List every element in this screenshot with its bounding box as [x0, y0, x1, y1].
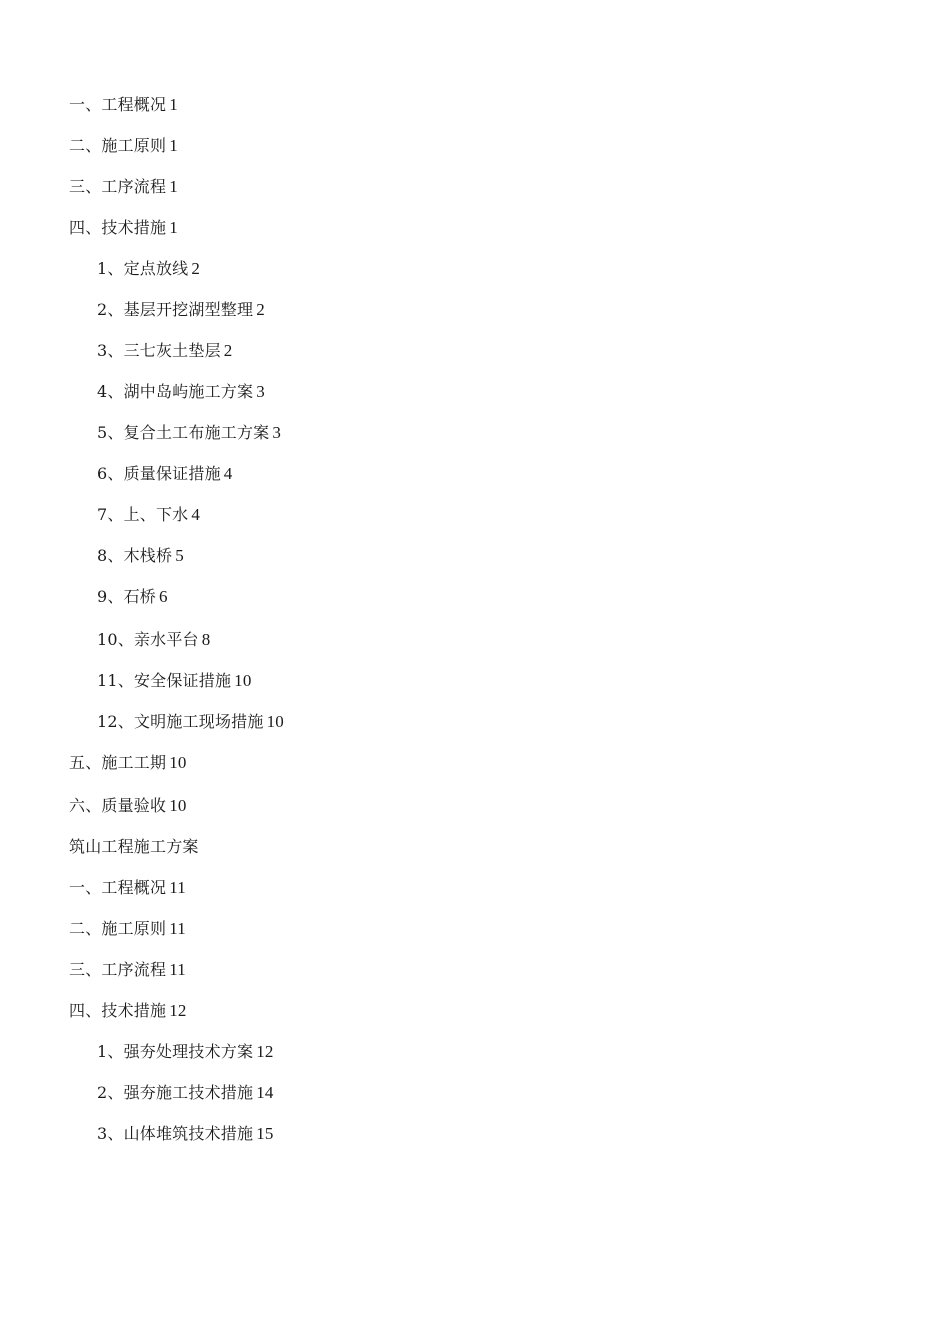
toc-entry[interactable]	[69, 177, 178, 197]
toc-entry-page: 2	[256, 300, 265, 319]
toc-entry-title: 5、复合土工布施工方案	[97, 423, 270, 442]
toc-entry-page: 2	[223, 341, 233, 360]
toc-entry-title: 四、技术措施	[69, 218, 167, 237]
toc-entry[interactable]	[69, 796, 187, 816]
toc-entry-title: 五、施工工期	[69, 753, 167, 772]
toc-entry[interactable]	[69, 960, 186, 980]
toc-entry-title: 11、安全保证措施	[97, 671, 232, 690]
toc-entry-title: 二、施工原则	[69, 919, 167, 938]
toc-entry-title: 二、施工原则	[69, 136, 167, 155]
toc-entry-title: 一、工程概况	[69, 95, 167, 114]
toc-entry-title: 6、质量保证措施	[97, 464, 221, 483]
toc-entry-title: 7、上、下水	[97, 505, 189, 524]
toc-entry-title: 12、文明施工现场措施	[97, 712, 264, 731]
toc-entry-page: 12	[256, 1042, 274, 1061]
toc-entry-page: 1	[169, 218, 178, 237]
toc-section-heading[interactable]	[69, 837, 199, 857]
toc-entry[interactable]	[69, 136, 178, 156]
toc-entry-title: 六、质量验收	[69, 796, 167, 815]
toc-entry-title: 10、亲水平台	[97, 630, 199, 649]
toc-entry-title: 三、工序流程	[69, 960, 167, 979]
toc-entry-title: 三、工序流程	[69, 177, 167, 196]
toc-entry-title: 2、基层开挖湖型整理	[97, 300, 254, 319]
toc-entry-page: 3	[272, 423, 282, 442]
toc-entry[interactable]	[97, 546, 184, 566]
toc-entry-page: 15	[256, 1124, 274, 1143]
toc-entry[interactable]	[69, 95, 178, 115]
toc-entry[interactable]	[97, 341, 232, 361]
toc-entry[interactable]	[97, 464, 232, 484]
toc-entry-page: 11	[169, 878, 186, 897]
toc-entry-page: 10	[266, 712, 284, 731]
toc-entry-page: 11	[169, 960, 186, 979]
toc-entry-page: 8	[201, 630, 211, 649]
toc-entry[interactable]	[97, 587, 168, 607]
toc-entry-title: 1、定点放线	[97, 259, 189, 278]
toc-entry-title: 3、山体堆筑技术措施	[97, 1124, 254, 1143]
toc-entry[interactable]	[69, 753, 187, 773]
toc-entry[interactable]	[97, 505, 200, 525]
toc-entry-title: 1、强夯处理技术方案	[97, 1042, 254, 1061]
toc-entry-page: 1	[169, 95, 178, 114]
toc-entry[interactable]	[97, 382, 265, 402]
toc-entry[interactable]	[97, 1042, 274, 1062]
toc-entry-page: 10	[169, 796, 187, 815]
toc-entry-page: 11	[169, 919, 186, 938]
toc-entry-page: 4	[223, 464, 233, 483]
toc-entry[interactable]	[69, 919, 186, 939]
toc-entry[interactable]	[69, 218, 178, 238]
toc-entry-page: 1	[169, 177, 178, 196]
toc-entry[interactable]	[97, 712, 284, 732]
toc-entry[interactable]	[69, 1001, 187, 1021]
toc-entry[interactable]	[97, 300, 265, 320]
toc-heading-title: 筑山工程施工方案	[69, 837, 199, 856]
toc-entry-page: 4	[191, 505, 201, 524]
toc-entry-title: 2、强夯施工技术措施	[97, 1083, 254, 1102]
toc-entry[interactable]	[97, 423, 281, 443]
toc-entry-page: 12	[169, 1001, 187, 1020]
toc-entry-title: 9、石桥	[97, 587, 156, 606]
toc-entry-title: 3、三七灰土垫层	[97, 341, 221, 360]
toc-entry-page: 6	[158, 587, 168, 606]
toc-entry[interactable]	[97, 1124, 274, 1144]
toc-entry-title: 8、木栈桥	[97, 546, 173, 565]
toc-entry-page: 1	[169, 136, 178, 155]
toc-entry[interactable]	[69, 878, 186, 898]
toc-entry-page: 5	[175, 546, 184, 565]
toc-entry-title: 四、技术措施	[69, 1001, 167, 1020]
toc-entry-page: 2	[191, 259, 201, 278]
toc-entry-page: 10	[234, 671, 252, 690]
toc-entry-title: 4、湖中岛屿施工方案	[97, 382, 254, 401]
toc-entry-page: 3	[256, 382, 265, 401]
toc-entry[interactable]	[97, 259, 200, 279]
toc-entry-title: 一、工程概况	[69, 878, 167, 897]
toc-entry[interactable]	[97, 671, 252, 691]
toc-entry-page: 10	[169, 753, 187, 772]
toc-entry-page: 14	[256, 1083, 274, 1102]
toc-entry[interactable]	[97, 630, 210, 650]
toc-entry[interactable]	[97, 1083, 274, 1103]
